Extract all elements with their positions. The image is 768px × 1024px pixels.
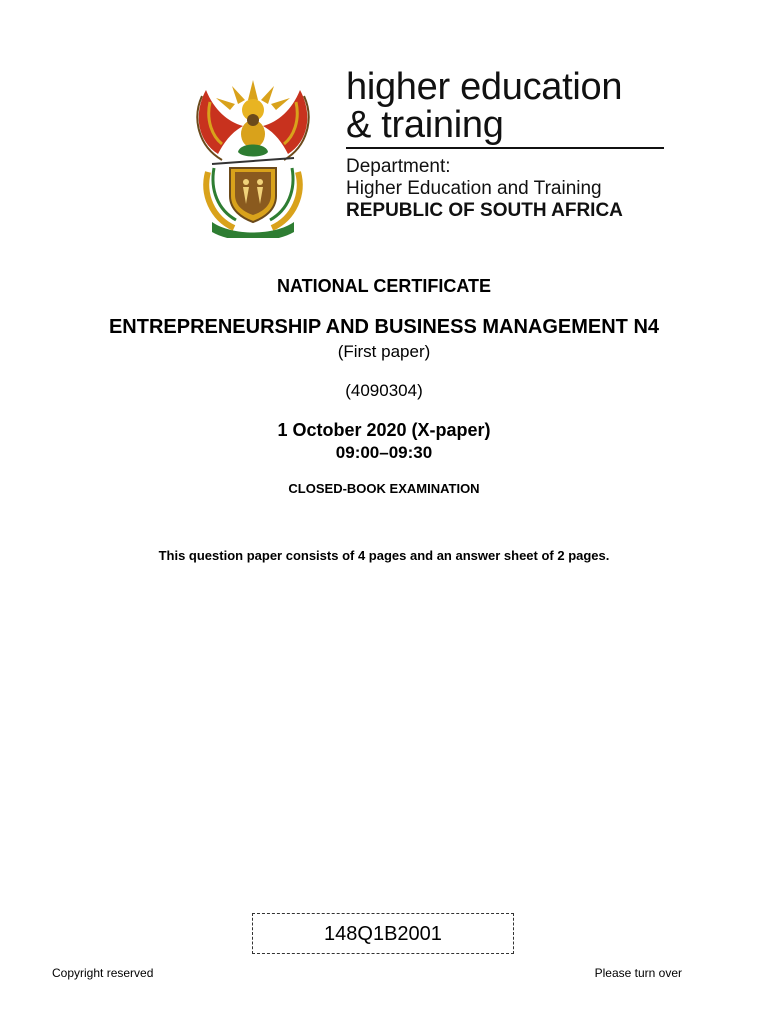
exam-date: 1 October 2020 (X-paper) [277, 420, 491, 440]
paper-number: (First paper) [337, 342, 431, 361]
paper-id-box: 148Q1B2001 [252, 913, 514, 954]
country-name: REPUBLIC OF SOUTH AFRICA [346, 200, 623, 221]
footer-turn-over: Please turn over [594, 966, 682, 980]
subject-title: ENTREPRENEURSHIP AND BUSINESS MANAGEMENT N4 [108, 316, 660, 338]
department-name: Higher Education and Training [346, 178, 602, 199]
exam-time: 09:00–09:30 [335, 443, 433, 462]
page-count-note: This question paper consists of 4 pages and an answer sheet of 2 pages. [158, 548, 610, 563]
brand-divider [346, 147, 664, 149]
certificate-title: NATIONAL CERTIFICATE [277, 276, 491, 296]
brand-title-line1: higher education [346, 66, 623, 108]
brand-title-line2: & training [346, 104, 504, 146]
exam-type: CLOSED-BOOK EXAMINATION [288, 481, 480, 496]
department-label: Department: [346, 156, 451, 177]
footer-copyright: Copyright reserved [52, 966, 154, 980]
subject-code: (4090304) [345, 381, 423, 400]
coat-of-arms-icon [188, 72, 318, 238]
